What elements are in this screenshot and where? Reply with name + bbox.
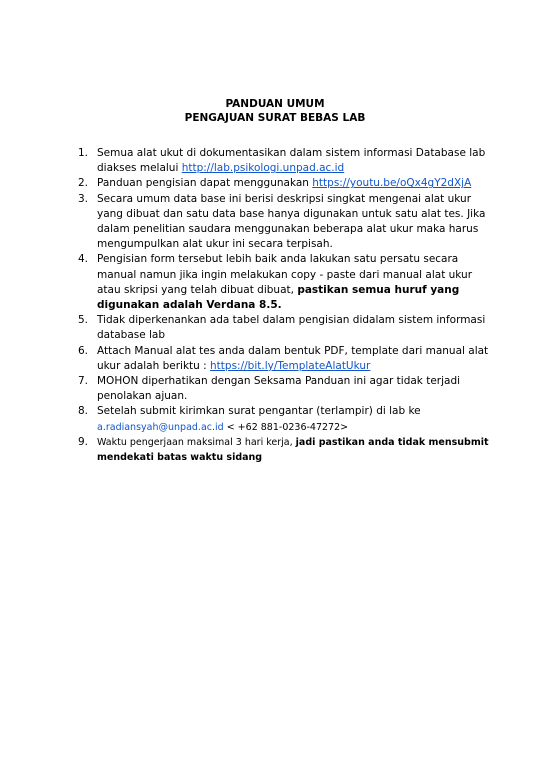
list-item-1 bbox=[78, 146, 490, 176]
document-title-line-1: PANDUAN UMUM bbox=[225, 98, 325, 110]
guideline-list bbox=[78, 146, 490, 465]
list-number: 2. bbox=[78, 177, 89, 190]
list-item-text: Attach Manual alat tes anda dalam bentuk PDF, template dari manual alat ukur adalah beriktu : bbox=[97, 344, 489, 372]
deadline-warning-emphasis: jadi pastikan anda tidak mensubmit mendekati batas waktu sidang bbox=[97, 436, 489, 464]
list-number: 6. bbox=[78, 344, 89, 357]
list-number: 7. bbox=[78, 375, 89, 388]
list-item-text: Waktu pengerjaan maksimal 3 hari kerja, bbox=[97, 436, 296, 448]
list-item-6 bbox=[78, 344, 490, 374]
list-item-8 bbox=[78, 404, 490, 434]
list-item-text: MOHON diperhatikan dengan Seksama Panduan ini agar tidak terjadi penolakan ajuan. bbox=[97, 375, 461, 403]
list-item-9 bbox=[78, 435, 490, 465]
list-item-2 bbox=[78, 176, 490, 191]
font-requirement-emphasis: pastikan semua huruf yang digunakan adalah Verdana 8.5. bbox=[97, 283, 460, 312]
list-item-text: Semua alat ukut di dokumentasikan dalam sistem informasi Database lab diakses melalui bbox=[97, 147, 486, 175]
database-lab-link[interactable]: http://lab.psikologi.unpad.ac.id bbox=[181, 162, 345, 175]
list-number: 8. bbox=[78, 405, 89, 418]
list-item-text: Tidak diperkenankan ada tabel dalam pengisian didalam sistem informasi database lab bbox=[97, 314, 486, 342]
contact-phone: < +62 881-0236-47272> bbox=[223, 421, 349, 433]
list-item-4 bbox=[78, 252, 490, 313]
list-number: 9. bbox=[78, 435, 89, 448]
list-item-text: Setelah submit kirimkan surat pengantar (terlampir) di lab ke bbox=[97, 405, 421, 418]
list-number: 4. bbox=[78, 253, 89, 266]
contact-email[interactable]: a.radiansyah@unpad.ac.id bbox=[97, 421, 224, 433]
document-title-line-2: PENGAJUAN SURAT BEBAS LAB bbox=[184, 112, 366, 124]
list-number: 3. bbox=[78, 192, 89, 205]
list-item-3 bbox=[78, 192, 490, 253]
list-number: 5. bbox=[78, 314, 89, 327]
list-number: 1. bbox=[78, 147, 89, 159]
list-item-text: Pengisian form tersebut lebih baik anda lakukan satu persatu secara manual namun jika ingin melakukan copy - paste dari manual alat ukur atau skripsi yang telah dibuat dibuat, bbox=[97, 253, 473, 296]
youtube-guide-link[interactable]: https://youtu.be/oQx4gY2dXjA bbox=[312, 177, 472, 190]
list-item-text: Secara umum data base ini berisi deskripsi singkat mengenai alat ukur yang dibuat dan satu data base hanya digunakan untuk satu alat tes. Jika dalam penelitian saudara menggunakan beberapa alat ukur maka harus mengumpulkan alat ukur ini secara terpisah. bbox=[97, 192, 486, 251]
list-item-5 bbox=[78, 313, 490, 343]
template-manual-link[interactable]: https://bit.ly/TemplateAlatUkur bbox=[210, 359, 371, 372]
list-item-text: Panduan pengisian dapat menggunakan bbox=[97, 177, 313, 190]
list-item-7 bbox=[78, 374, 490, 404]
